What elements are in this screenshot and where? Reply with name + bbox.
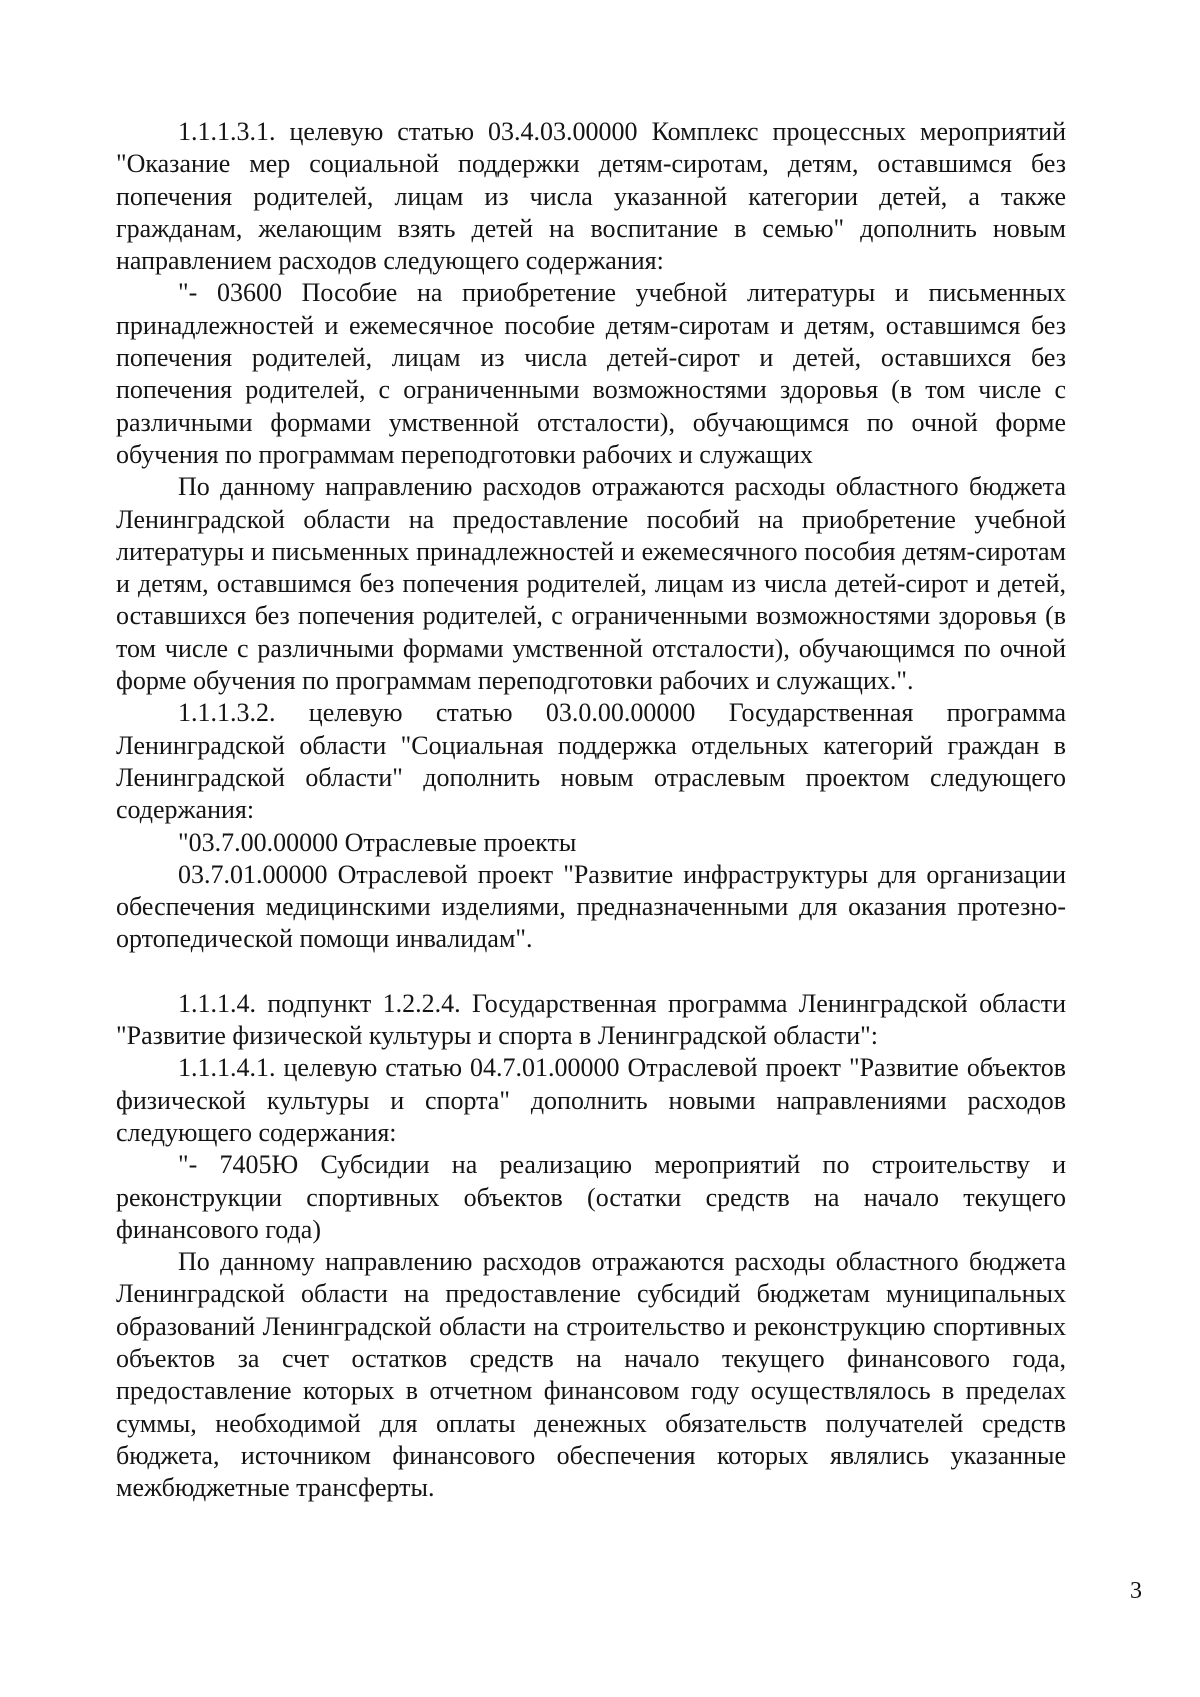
paragraph-1-1-1-3-2: 1.1.1.3.2. целевую статью 03.0.00.00000 Государственная программа Ленинградской области "Социальная поддержка отдельных категорий граждан в Ленинградской области" дополнить новым отраслевым проектом следующего содержания: <box>116 698 1066 825</box>
paragraph-sector-projects: "03.7.00.00000 Отраслевые проекты <box>178 827 577 857</box>
paragraph-1-1-1-4: 1.1.1.4. подпункт 1.2.2.4. Государственная программа Ленинградской области "Развитие физической культуры и спорта в Ленинградской области": <box>116 988 1066 1051</box>
paragraph-sector-project-03-7-01: 03.7.01.00000 Отраслевой проект "Развитие инфраструктуры для организации обеспечения медицинскими изделиями, предназначенными для оказания протезно-ортопедической помощи инвалидам". <box>116 859 1066 954</box>
paragraph-1-1-1-4-1: 1.1.1.4.1. целевую статью 04.7.01.00000 Отраслевой проект "Развитие объектов физической культуры и спорта" дополнить новыми направлениями расходов следующего содержания: <box>116 1053 1066 1147</box>
paragraph-expense-03600: "- 03600 Пособие на приобретение учебной литературы и письменных принадлежностей и ежемесячное пособие детям-сиротам и детям, оставшимся без попечения родителей, лицам из числа детей-сирот и детей, оставшихся без попечения родителей, с ограниченными возможностями здоровья (в том числе с различными формами умственной отсталости), обучающимся по очной форме обучения по программам переподготовки рабочих и служащих <box>116 278 1066 469</box>
paragraph-expense-03600-description: По данному направлению расходов отражаются расходы областного бюджета Ленинградской области на предоставление пособий на приобретение учебной литературы и письменных принадлежностей и ежемесячного пособия детям-сиротам и детям, оставшимся без попечения родителей, лицам из числа детей-сирот и детей, оставшихся без попечения родителей, с ограниченными возможностями здоровья (в том числе с различными формами умственной отсталости), обучающимся по очной форме обучения по программам переподготовки рабочих и служащих.". <box>116 472 1066 696</box>
page-number: 3 <box>1130 1578 1142 1604</box>
paragraph-expense-7405: "- 7405Ю Субсидии на реализацию мероприятий по строительству и реконструкции спортивных объектов (остатки средств на начало текущего финансового года) <box>116 1150 1066 1244</box>
document-body <box>116 116 1066 1504</box>
paragraph-1-1-1-3-1: 1.1.1.3.1. целевую статью 03.4.03.00000 Комплекс процессных мероприятий "Оказание мер социальной поддержки детям-сиротам, детям, оставшимся без попечения родителей, лицам из числа указанной категории детей, а также гражданам, желающим взять детей на воспитание в семью" дополнить новым направлением расходов следующего содержания: <box>116 117 1066 276</box>
paragraph-expense-7405-description: По данному направлению расходов отражаются расходы областного бюджета Ленинградской области на предоставление субсидий бюджетам муниципальных образований Ленинградской области на строительство и реконструкцию спортивных объектов за счет остатков средств на начало текущего финансового года, предоставление которых в отчетном финансовом году осуществлялось в пределах суммы, необходимой для оплаты денежных обязательств получателей средств бюджета, источником финансового обеспечения которых являлись указанные межбюджетные трансферты. <box>116 1247 1066 1503</box>
